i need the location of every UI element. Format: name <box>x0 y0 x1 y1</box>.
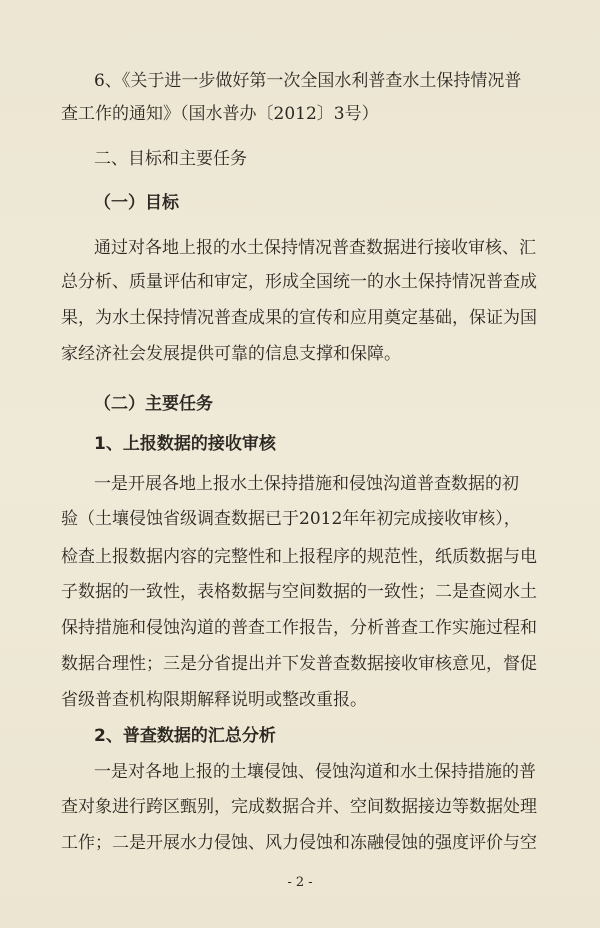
item6-line2: 查工作的通知》（国水普办〔2012〕3号） <box>61 104 379 124</box>
subsection2-heading: （二）主要任务 <box>94 394 213 414</box>
task1-para-line: 省级普查机构限期解释说明或整改重报。 <box>61 690 367 710</box>
task2-para-line: 工作；二是开展水力侵蚀、风力侵蚀和冻融侵蚀的强度评价与空 <box>61 833 537 853</box>
task1-para-line: 数据合理性；三是分省提出并下发普查数据接收审核意见，督促 <box>61 654 537 674</box>
goal-para-line: 通过对各地上报的水土保持情况普查数据进行接收审核、汇 <box>94 238 536 258</box>
goal-para-line: 果，为水土保持情况普查成果的宣传和应用奠定基础，保证为国 <box>61 308 537 328</box>
task2-para-line: 一是对各地上报的土壤侵蚀、侵蚀沟道和水土保持措施的普 <box>94 762 536 782</box>
task1-para-line: 检查上报数据内容的完整性和上报程序的规范性，纸质数据与电 <box>61 547 537 567</box>
goal-para-line: 家经济社会发展提供可靠的信息支撑和保障。 <box>61 344 401 364</box>
task1-para-line: 保持措施和侵蚀沟道的普查工作报告，分析普查工作实施过程和 <box>61 618 537 638</box>
page-number: - 2 - <box>287 875 313 890</box>
task2-heading: 2、普查数据的汇总分析 <box>94 726 276 746</box>
task1-para-line: 验（土壤侵蚀省级调查数据已于2012年年初完成接收审核）， <box>61 509 521 529</box>
task1-heading: 1、上报数据的接收审核 <box>94 434 276 454</box>
task2-para-line: 查对象进行跨区甄别，完成数据合并、空间数据接边等数据处理 <box>61 797 537 817</box>
goal-para-line: 总分析、质量评估和审定，形成全国统一的水土保持情况普查成 <box>61 272 537 292</box>
task1-para-line: 子数据的一致性，表格数据与空间数据的一致性；二是查阅水土 <box>61 582 537 602</box>
task1-para-line: 一是开展各地上报水土保持措施和侵蚀沟道普查数据的初 <box>94 474 519 494</box>
section2-heading: 二、目标和主要任务 <box>94 149 247 169</box>
subsection1-heading: （一）目标 <box>94 193 179 213</box>
item6-line1: 6、《关于进一步做好第一次全国水利普查水土保持情况普 <box>94 71 522 91</box>
